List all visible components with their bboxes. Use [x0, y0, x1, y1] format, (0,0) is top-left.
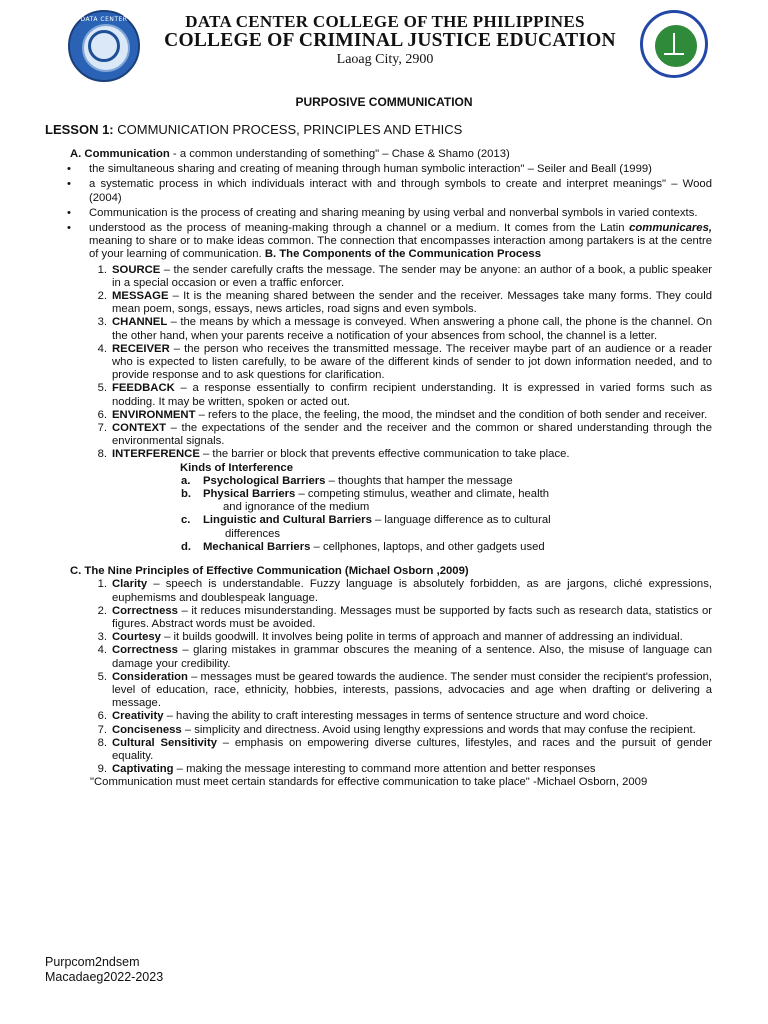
scales-of-justice-icon — [664, 33, 684, 55]
lesson-title: COMMUNICATION PROCESS, PRINCIPLES AND ETHICS — [117, 122, 463, 137]
component-item: 5. FEEDBACK – a response essentially to confirm recipient understanding. It is expressed in varied forms such as nodding. It may be written, spoken or acted out. — [97, 382, 712, 408]
component-item: 6. ENVIRONMENT – refers to the place, the feeling, the mood, the mindset and the condition of both sender and receiver. — [97, 408, 708, 421]
document-body — [0, 148, 768, 790]
closing-quote: "Communication must meet certain standards for effective communication to take place" -Michael Osborn, 2009 — [90, 776, 648, 789]
section-b-heading: B. The Components of the Communication Process — [264, 248, 542, 261]
interference-kind: c. Linguistic and Cultural Barriers – language difference as to cultural differences — [181, 514, 551, 540]
principle-item: 3. Courtesy – it builds goodwill. It involves being polite in terms of approach and manner of addressing an individual. — [97, 631, 683, 644]
principle-item: 2. Correctness – it reduces misunderstanding. Messages must be supported by facts such as research data, statistics or figures. Abstract words must be avoided. — [97, 604, 712, 630]
institution-name: DATA CENTER COLLEGE OF THE PHILIPPINES — [185, 12, 585, 31]
lesson-label: LESSON 1: — [45, 122, 114, 137]
logo-ring-text: DATA CENTER — [80, 16, 128, 23]
page-footer — [45, 955, 163, 985]
component-item: 8. INTERFERENCE – the barrier or block that prevents effective communication to take place. — [97, 448, 570, 461]
component-item: 4. RECEIVER – the person who receives the transmitted message. The receiver maybe part of an audience or a reader who is expected to listen carefully, to be aware of the different kinds of sender to jot down information needed, and to provide response and to ask questions for clarification. — [97, 342, 712, 382]
data-center-logo — [68, 10, 140, 82]
section-a-definition: A. Communication - a common understanding of something" – Chase & Shamo (2013) — [70, 148, 510, 160]
interference-kind: b. Physical Barriers – competing stimulus, weather and climate, health and ignorance of the medium — [181, 488, 550, 514]
component-item: 7. CONTEXT – the expectations of the sender and the receiver and the common or shared understanding through the environmental signals. — [97, 422, 712, 448]
component-item: 3. CHANNEL – the means by which a message is conveyed. When answering a phone call, the phone is the channel. On the other hand, when your parents receive a notification of your absences from school, the channel is a letter. — [97, 316, 712, 342]
principle-item: 9. Captivating – making the message interesting to command more attention and better responses — [97, 763, 596, 776]
component-item: 2. MESSAGE – It is the meaning shared between the sender and the receiver. Messages take many forms. They could mean poem, songs, essays, news articles, road signs and even symbols. — [97, 290, 712, 316]
bullet-item: • understood as the process of meaning-making through a channel or a medium. It comes from the Latin communicares, meaning to share or to make ideas common. The connection that encompasses interaction among partakers is at the centre of your learning of communication. B. The Components of the Communication Process — [89, 222, 712, 262]
footer-course-code: Purpcom2ndsem — [45, 955, 140, 969]
principle-item: 1. Clarity – speech is understandable. Fuzzy language is absolutely forbidden, as are jargons, cliché expressions, euphemisms and doublespeak language. — [97, 578, 712, 604]
page-header — [0, 0, 768, 80]
college-name: COLLEGE OF CRIMINAL JUSTICE EDUCATION — [164, 30, 616, 51]
section-c-heading: C. The Nine Principles of Effective Communication (Michael Osborn ,2009) — [70, 565, 469, 578]
interference-kind: d. Mechanical Barriers – cellphones, laptops, and other gadgets used — [181, 540, 545, 553]
principle-item: 6. Creativity – having the ability to craft interesting messages in terms of sentence structure and word choice. — [97, 710, 649, 723]
principle-item: 7. Conciseness – simplicity and directness. Avoid using lengthy expressions and words that may confuse the recipient. — [97, 723, 696, 736]
component-item: 1. SOURCE – the sender carefully crafts the message. The sender may be anyone: an author of a book, a public speaker in a special occasion or even a traffic enforcer. — [97, 263, 712, 289]
institution-address: Laoag City, 2900 — [336, 52, 434, 67]
principle-item: 8. Cultural Sensitivity – emphasis on empowering diverse cultures, lifestyles, and races and the pursuit of gender equality. — [97, 736, 712, 762]
footer-author-year: Macadaeg2022-2023 — [45, 970, 164, 984]
bullet-item: • the simultaneous sharing and creating of meaning through human symbolic interaction" – Seiler and Beall (1999) — [89, 163, 712, 176]
criminal-justice-seal — [640, 10, 708, 78]
document-title: PURPOSIVE COMMUNICATION — [295, 95, 473, 109]
interference-kinds-heading: Kinds of Interference — [180, 461, 293, 474]
bullet-item: • Communication is the process of creating and sharing meaning by using verbal and nonverbal symbols in varied contexts. — [89, 207, 712, 220]
bullet-item: • a systematic process in which individuals interact with and through symbols to create and interpret meanings" – Wood (2004) — [89, 178, 712, 204]
lesson-heading — [45, 122, 462, 137]
principle-item: 5. Consideration – messages must be geared towards the audience. The sender must consider the recipient's profession, level of education, race, ethnicity, hobbies, interests, passions, advocacies and age when drafting or delivering a message. — [97, 670, 712, 710]
interference-kind: a. Psychological Barriers – thoughts that hamper the message — [181, 474, 513, 487]
principle-item: 4. Correctness – glaring mistakes in grammar obscures the meaning of a sentence. Also, the misuse of language can damage your credibility. — [97, 644, 712, 670]
